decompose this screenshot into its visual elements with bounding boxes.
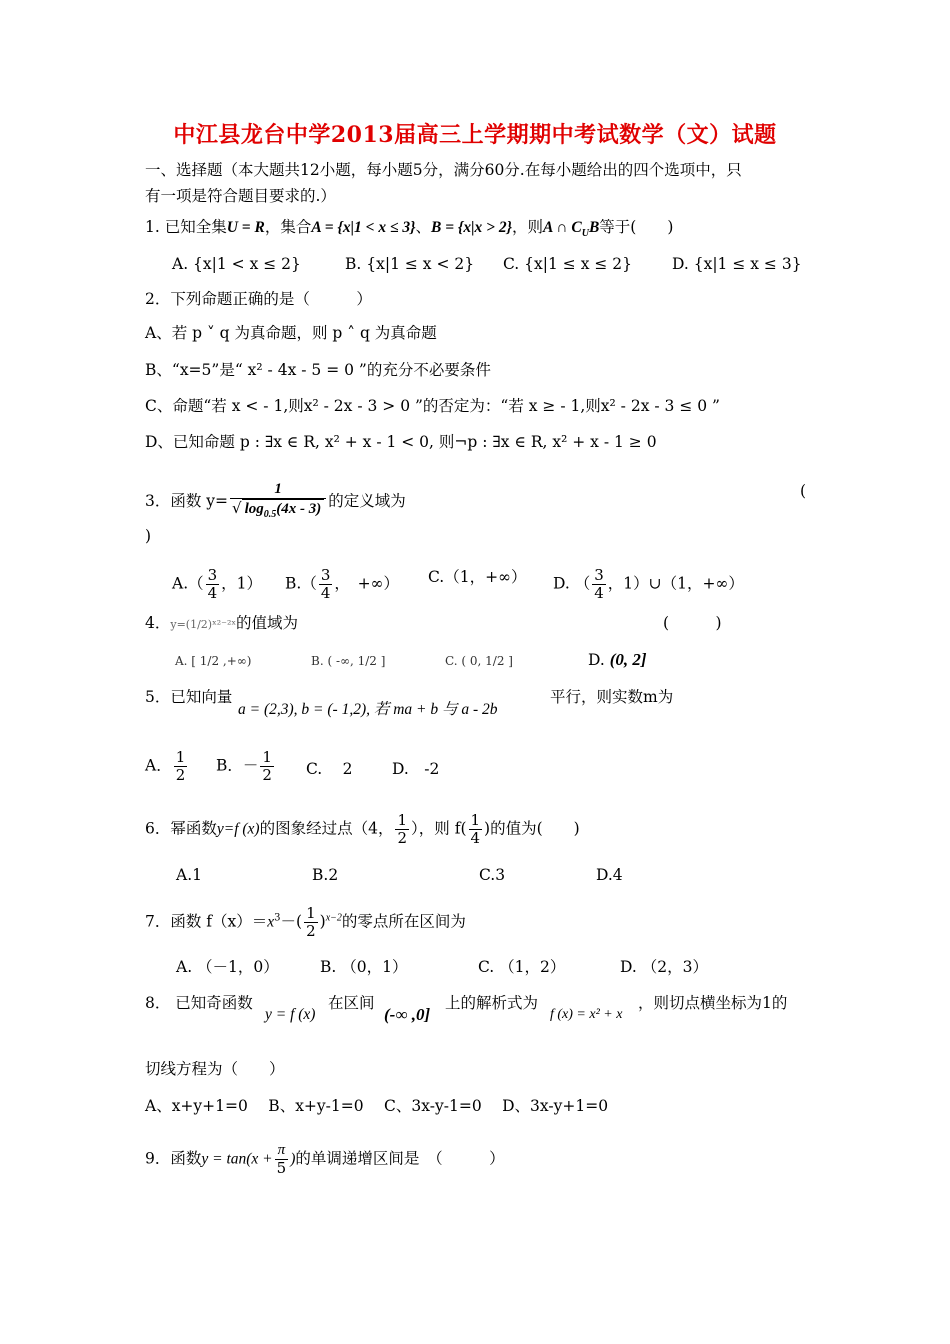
q3-fraction xyxy=(230,481,326,523)
question-4-stem xyxy=(145,613,298,635)
q3-b-prefix: B.（ xyxy=(285,574,317,593)
q9-suffix: 的单调递增区间是 （ ） xyxy=(295,1149,505,1168)
q1-then: ，则 xyxy=(511,218,543,236)
q6-option-c: C.3 xyxy=(479,866,506,884)
q5-a-label: A． xyxy=(145,756,172,775)
q6-point-frac xyxy=(395,812,409,847)
q3-a-frac xyxy=(206,567,220,602)
q1-prefix: 1. 已知全集 xyxy=(145,218,227,236)
q5-b-den: 2 xyxy=(262,766,272,784)
q8-mid2: 上的解析式为 xyxy=(445,994,539,1012)
q2-option-c: C、命题“若 x < - 1,则x² - 2x - 3 > 0 ”的否定为：“若 x ≥ - 1,则x² - 2x - 3 ≤ 0 ” xyxy=(145,397,720,415)
q7-x: x xyxy=(267,913,275,931)
q6-pt-den: 2 xyxy=(397,829,408,847)
question-5-stem-prefix: 5．已知向量 xyxy=(145,688,233,706)
q6-option-b: B.2 xyxy=(312,866,339,884)
q3-log: log xyxy=(244,501,264,517)
q7-suffix: 的零点所在区间为 xyxy=(341,912,466,931)
q7-x-exp: 3 xyxy=(274,912,281,924)
q1-set-a: A = {x|1 < x ≤ 3} xyxy=(311,219,416,236)
q3-log-base: 0.5 xyxy=(263,509,277,520)
q4-option-c xyxy=(445,650,513,671)
question-7-stem xyxy=(145,905,466,940)
q8-options: A、x+y+1=0 B、x+y-1=0 C、3x-y-1=0 D、3x-y+1=0 xyxy=(145,1097,609,1115)
q1-expr-b: B xyxy=(588,219,600,236)
question-6-stem xyxy=(145,812,580,847)
q2-option-d: D、已知命题 p : ∃x ∈ R, x² + x - 1 < 0, 则¬p : ∃x ∈ R, x² + x - 1 ≥ 0 xyxy=(145,433,657,451)
q7-num: 1 xyxy=(306,904,316,922)
q6-option-a: A.1 xyxy=(176,866,202,884)
q5-b-label: B．－ xyxy=(216,756,259,775)
q4-d-text: (0, 2] xyxy=(609,650,647,669)
q3-frac-num: 1 xyxy=(230,481,326,499)
q1-suffix: 等于( ) xyxy=(599,218,674,236)
q6-pt-num: 1 xyxy=(397,811,408,829)
q5-suffix: 平行，则实数m为 xyxy=(550,688,674,706)
question-8-stem-prefix: 8． 已知奇函数 xyxy=(145,994,253,1012)
q6-option-d: D.4 xyxy=(596,866,623,884)
question-2-stem: 2．下列命题正确的是（ ） xyxy=(145,290,372,308)
q4-option-b xyxy=(311,650,385,671)
q6-func: y=f (x) xyxy=(216,820,260,838)
section-instructions-line1: 一、选择题（本大题共12小题，每小题5分，满分60分.在每小题给出的四个选项中，只 xyxy=(145,161,742,179)
q1-set-b: B = {x|x > 2} xyxy=(431,219,512,236)
q7-exp: x−2 xyxy=(325,912,342,924)
q6-arg-frac xyxy=(469,812,483,847)
q8-mid: 在区间 xyxy=(328,994,375,1012)
q3-frac-den: √ $\log_{0.5}(4x - 3)$ xyxy=(230,499,326,523)
q7-minus: －( xyxy=(280,912,303,931)
q4-c-text: C. ( 0, 1/2 ] xyxy=(445,654,513,668)
q5-b-frac xyxy=(260,749,274,784)
q9-den: 5 xyxy=(276,1159,287,1177)
q4-a-text: A. [ 1/2 ,+∞) xyxy=(175,654,252,668)
q1-option-b: B. {x|1 ≤ x < 2} xyxy=(345,255,475,273)
q3-option-c: C.（1，+∞） xyxy=(428,568,527,586)
q9-num: π xyxy=(275,1142,289,1160)
q7-close: ) xyxy=(319,912,326,931)
q3-a-prefix: A.（ xyxy=(172,574,204,593)
section-instructions-line2: 有一项是符合题目要求的.） xyxy=(145,187,336,205)
q1-expr-sub: U xyxy=(581,228,589,240)
q1-option-d: D. {x|1 ≤ x ≤ 3} xyxy=(672,255,802,273)
q9-prefix: 9．函数 xyxy=(145,1149,202,1168)
q3-prefix: 3．函数 y= xyxy=(145,492,229,510)
q7-option-c: C. （1，2） xyxy=(478,958,566,976)
q5-option-a xyxy=(145,749,189,784)
question-9-stem xyxy=(145,1142,505,1177)
q9-func: y = tan(x + xyxy=(201,1150,273,1168)
question-3-stem xyxy=(145,481,406,523)
q4-suffix: 的值域为 xyxy=(236,614,299,632)
q9-frac xyxy=(275,1142,289,1177)
q6-arg-num: 1 xyxy=(470,811,481,829)
q3-d-num: 3 xyxy=(594,566,604,584)
q3-d-suffix: ，1）∪（1，+∞） xyxy=(607,574,744,593)
q1-option-c: C. {x|1 ≤ x ≤ 2} xyxy=(503,255,632,273)
q4-d-label: D. xyxy=(588,651,605,669)
q5-b-num: 1 xyxy=(262,748,272,766)
q5-a-den: 2 xyxy=(175,766,186,784)
q1-mid: ，集合 xyxy=(264,218,312,236)
q4-option-a xyxy=(175,650,251,671)
q3-log-arg: (4x - 3) xyxy=(276,501,322,517)
q3-option-d xyxy=(553,567,744,602)
q3-option-a xyxy=(172,567,262,602)
q1-universal-set: U = R xyxy=(226,219,265,236)
q1-option-a: A. {x|1 < x ≤ 2} xyxy=(172,255,301,273)
q5-option-b xyxy=(216,749,276,784)
q8-func: y = f (x) xyxy=(265,1006,316,1023)
q3-a-suffix: ，1） xyxy=(221,574,263,593)
q6-mid: 的图象经过点（4， xyxy=(259,819,394,838)
q4-answer-paren: ( ) xyxy=(663,614,722,632)
q4-b-text: B. ( -∞, 1/2 ] xyxy=(311,654,386,668)
q7-option-a: A. （－1，0） xyxy=(176,958,279,976)
q5-option-d: D. -2 xyxy=(392,760,440,778)
q7-prefix: 7．函数 f（x）＝ xyxy=(145,912,268,931)
q5-formula: a = (2,3), b = (- 1,2), 若 ma + b 与 a - 2b xyxy=(238,701,498,718)
q3-suffix: 的定义域为 xyxy=(328,492,406,510)
page-title: 中江县龙台中学2013届高三上学期期中考试数学（文）试题 xyxy=(173,122,777,148)
q4-function: y=(1/2)ˣ²⁻²ˣ xyxy=(170,618,237,631)
q3-answer-open: ( xyxy=(800,482,807,500)
q6-mid2: ），则 f( xyxy=(411,819,467,838)
q5-a-frac xyxy=(174,749,188,784)
q3-a-den: 4 xyxy=(207,584,218,602)
q6-prefix: 6．幂函数 xyxy=(145,819,217,838)
q6-arg-den: 4 xyxy=(470,829,481,847)
q3-b-frac xyxy=(319,567,333,602)
question-1-stem xyxy=(145,217,673,244)
q3-d-den: 4 xyxy=(594,584,604,602)
q3-answer-close: ) xyxy=(145,527,152,545)
q7-option-d: D. （2，3） xyxy=(620,958,708,976)
q9-close: ) xyxy=(290,1150,296,1168)
q3-option-b xyxy=(285,567,399,602)
q5-a-num: 1 xyxy=(175,748,186,766)
q7-option-b: B. （0，1） xyxy=(320,958,408,976)
q2-option-b: B、“x=5”是“ x² - 4x - 5 = 0 ”的充分不必要条件 xyxy=(145,361,491,379)
q8-func2: f (x) = x² + x xyxy=(550,1007,623,1022)
q2-option-a: A、若 p ˅ q 为真命题，则 p ˄ q 为真命题 xyxy=(145,324,437,342)
q3-d-frac xyxy=(592,567,606,602)
q3-d-prefix: D. （ xyxy=(553,574,591,593)
q1-sep: 、 xyxy=(415,218,431,236)
q3-a-num: 3 xyxy=(207,566,218,584)
q3-b-den: 4 xyxy=(320,584,331,602)
q3-b-num: 3 xyxy=(320,566,331,584)
q7-frac xyxy=(304,905,318,940)
q5-option-c: C. 2 xyxy=(306,760,353,778)
q7-den: 2 xyxy=(306,922,316,940)
q8-interval: (-∞ ,0] xyxy=(384,1005,431,1024)
q4-option-d xyxy=(588,650,647,670)
q8-line2: 切线方程为（ ） xyxy=(145,1060,285,1078)
q1-expr: A ∩ C xyxy=(542,219,582,236)
q8-suffix: ，则切点横坐标为1的 xyxy=(638,994,788,1012)
q4-prefix: 4． xyxy=(145,614,171,632)
q6-suffix: )的值为( ) xyxy=(484,819,580,838)
q3-b-suffix: ， +∞） xyxy=(334,574,400,593)
